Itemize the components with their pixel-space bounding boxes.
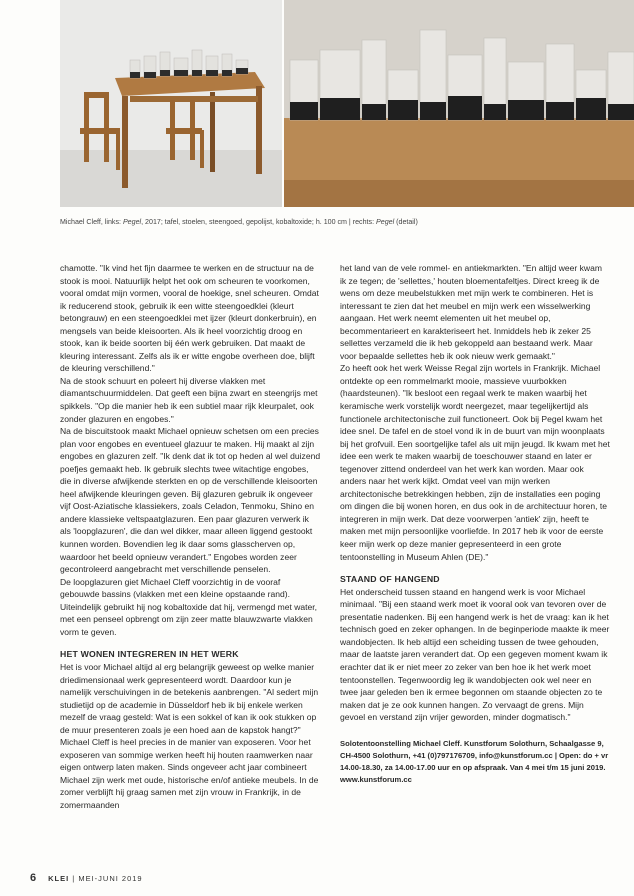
page-footer — [30, 872, 143, 884]
exhibition-info: Solotentoonstelling Michael Cleff. Kunstforum Solothurn, Schaalgasse 9, CH-4500 Solothurn, +41 (0)797176709, info@kunstforum.cc | Open: do + vr 14.00-18.30, za 14.00-17.00 uur en op afspraak. Van 4 mei t/m 15 juni 2019. www.kunstforum.cc — [340, 738, 609, 785]
caption-prefix: Michael Cleff, links: — [60, 218, 123, 226]
left-paragraph-1: chamotte. "Ik vind het fijn daarmee te werken en de structuur na de stook is mooi. Natuurlijk helpt het ook om scheuren te voorkomen, vooral omdat mijn vormen, vooral de hoekige, snel scheuren. Omdat ik reducerend stook, gebruik ik een witte steengoedklei (kleurt betongrauw) en een steengoedklei met ijzer (kleurt donkerbruin), en mengsels van beide kleisoorten. Als ik heel voorzichtig droog en stook, kan ik beide soorten bij één werk gebruiken. Dat maakt de kleuring interessant. Zelfs als ik er witte engobe overheen doe, blijft de kleuring verschillend." — [60, 263, 319, 374]
pegel-detail-image — [284, 0, 634, 207]
section-heading-staand: STAAND OF HANGEND — [340, 574, 440, 585]
caption-title-2: Pegel — [376, 218, 395, 226]
photo-caption — [60, 218, 620, 226]
photo-pegel-detail — [284, 0, 634, 207]
left-paragraph-5: Het is voor Michael altijd al erg belangrijk geweest op welke manier driedimensionaal werk gepresenteerd wordt. Daardoor kun je namelijk verschuivingen in de betekenis aanbrengen. "Al sedert mijn studietijd op de academie in Düsseldorf heb ik bij enkele werken mezelf de vraag gesteld: Wat is een sokkel of kan ik ook stukken op de muur presenteren zoals je een hoed aan de kapstok hangt?" Michael Cleff is heel precies in de manier van exposeren. Voor het exposeren van sommige werken heeft hij houten raamwerken naar eigen ontwerp laten maken. Sinds ongeveer acht jaar combineert Michael zijn werk met oude, historische en/of antieke meubels. In de zomer verblijft hij graag samen met zijn vrouw in Frankrijk, in de zomermaanden — [60, 661, 319, 810]
page-number: 6 — [30, 872, 37, 884]
photo-pegel-table-chairs — [60, 0, 282, 207]
left-paragraph-4: De loopglazuren giet Michael Cleff voorzichtig in de vooraf gebouwde bassins (vlakken met een kleine opstaande rand). Uiteindelijk gebruikt hij nog kobaltoxide dat hij, vermengd met water, met een penseel opbrengt om zijn zeer matte blauwzwarte vlakken vorm te geven. — [60, 576, 318, 637]
caption-middle: , 2017; tafel, stoelen, steengoed, gepolijst, kobaltoxide; h. 100 cm | rechts: — [141, 218, 377, 226]
issue-label: | MEI-JUNI 2019 — [69, 874, 143, 883]
caption-suffix: (detail) — [394, 218, 418, 226]
right-paragraph-2: Zo heeft ook het werk Weisse Regal zijn wortels in Frankrijk. Michael ontdekte op een rommelmarkt mooie, massieve vuurbokken (haardsteunen). "Ik besloot een regaal werk te maken waarbij het keramische werk vorstelijk wordt neergezet, maar tegelijkertijd als functionele architectonische zuil functioneert. Ook bij Pegel kwam het idee snel. De tafel en de stoel vond ik in de buurt van mijn woonplaats bij het grofvuil. Een soortgelijke tafel als uit mijn jeugd. Ik kwam met het idee een werk te maken waarbij de toeschouwer staand en later er tegenover zittend onderdeel van het werk kan worden. Maar ook anders naar het werk kijkt. Omdat veel van mijn werken architectonische betrekkingen hebben, zijn de installaties een poging om dingen die bij wonen horen, en dus ook in de architectuur horen, te integreren in mijn werk. Dat deze voorwerpen 'antiek' zijn, heeft te maken met mijn persoonlijke voorliefde. In 2017 heb ik voor de eerste keer mijn werk op deze manier gepresenteerd in een grote tentoonstelling in Museum Ahlen (DE)." — [340, 363, 610, 562]
section-heading-wonen: HET WONEN INTEGREREN IN HET WERK — [60, 649, 239, 660]
left-paragraph-3: Na de biscuitstook maakt Michael opnieuw schetsen om een precies plan voor engobes en eventueel glazuur te maken. Hij maakt al zijn engobes en glazuren zelf. "Ik denk dat ik tot op heden al wel duizend poefjes gemaakt heb. Ik gebruik slechts twee witachtige engobes, die in diverse afwijkende sterkten en op de verschillende kleisoorten heel afwijkende kleuringen geven. Bij glazuren gebruik ik ongeveer vijf Oost-Aziatische klassiekers, zoals Celadon, Tenmoku, Shino en andere klassieke veltspaatglazuren. Een paar glazuren verwerk ik als 'loopglazuren', die dan wel dikker, maar alleen liggend gestookt kunnen worden. Bovendien leg ik daar soms glasscherven op, waardoor het beeld opnieuw verandert." Engobes worden zeer gecontroleerd aangebracht met verschillende penselen. — [60, 426, 321, 575]
caption-title-1: Pegel — [122, 218, 142, 226]
right-column — [340, 262, 610, 787]
pegel-installation-image — [60, 0, 282, 207]
right-paragraph-3: Het onderscheid tussen staand en hangend werk is voor Michael minimaal. "Bij een staand werk moet ik vooral ook van tevoren over de presentatie nadenken. Bij een hangend werk is het de vraag: kan ik het technisch goed en zeker ophangen. In de beginperiode maakte ik meer wandobjecten. Ik heb altijd een scheiding tussen de twee gehouden, maar de laatste jaren verandert dat. Op een gegeven moment kwam ik erachter dat ik er niet meer zo zeker van ben hoe ik het werk moet tentoonstellen. Tegenwoordig leg ik wandobjecten ook wel neer en twee jaar geleden ben ik ermee begonnen om staande objecten zo te maken dat je ze ook kunnen hangen. Zo vervaagt de grens. Mijn gevoel en verstand zijn vrijer geworden, minder dogmatisch." — [340, 586, 610, 723]
left-column — [60, 262, 322, 812]
left-paragraph-2: Na de stook schuurt en poleert hij diverse vlakken met diamantschuurmiddelen. Dat geeft een bijna zwart en steengrijs met spikkels. "Op die manier heb ik een subtiel maar rijk kleurpalet, ook zonder glazuren en engobes." — [60, 375, 318, 424]
right-paragraph-1: het land van de vele rommel- en antiekmarkten. "En altijd weer kwam ik ze tegen; de 'sellettes,' houten bloementafeltjes. Direct kreeg ik de wens om deze meubelstukken met mijn werk te combineren. Het is interessant te zien dat het meubel en mijn werk een wisselwerking aangaan. Het werk neemt elementen uit het meubel op, becommentarieert en karakteriseert het. Inmiddels heb ik zeker 25 sellettes verzameld die ik heb gekoppeld aan bestaand werk. Maar voor bepaalde sellettes heb ik ook nieuw werk gemaakt." — [340, 263, 602, 361]
magazine-name: KLEI — [48, 874, 70, 883]
